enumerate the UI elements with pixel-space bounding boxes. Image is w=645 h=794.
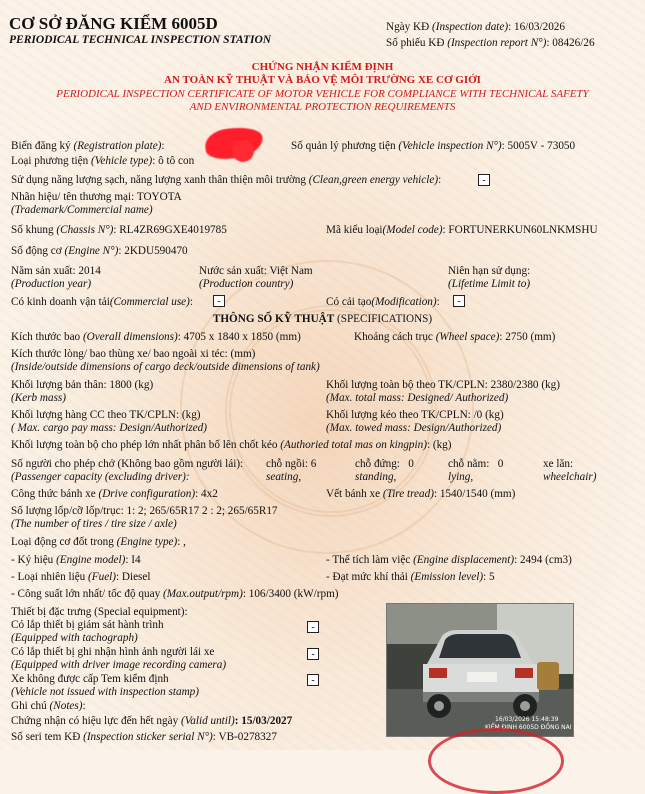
cargo-mass-en: ( Max. cargo pay mass: Design/Authorized) — [11, 422, 207, 434]
tachograph-checkbox: - — [307, 621, 319, 633]
no-inspection-stamp-checkbox: - — [307, 674, 319, 686]
title-en-line1: PERIODICAL INSPECTION CERTIFICATE OF MOTOR VEHICLE FOR COMPLIANCE WITH TECHNICAL SAFETY — [56, 88, 589, 100]
title-vn-line1: CHỨNG NHẬN KIỂM ĐỊNH — [251, 61, 394, 73]
standing: chỗ đứng: 0 — [355, 458, 414, 470]
lying-en: lying, — [448, 471, 474, 483]
emission-level: - Đạt mức khí thải (Emission level): 5 — [326, 571, 495, 583]
title-vn-line2: AN TOÀN KỸ THUẬT VÀ BẢO VỆ MÔI TRƯỜNG XE CƠ GIỚI — [164, 74, 481, 86]
model-code: Mã kiểu loại(Model code): FORTUNERKUN60LNKMSHU — [326, 224, 598, 236]
drive-configuration: Công thức bánh xe (Drive configuration): 4x2 — [11, 488, 218, 500]
standing-en: standing, — [355, 471, 397, 483]
towed-mass-en: (Max. towed mass: Design/Authorized) — [326, 422, 502, 434]
kerb-mass-en: (Kerb mass) — [11, 392, 67, 404]
chassis-no: Số khung (Chassis N°): RL4ZR69GXE4019785 — [11, 224, 227, 236]
specifications-heading: THÔNG SỐ KỸ THUẬT (SPECIFICATIONS) — [212, 313, 433, 325]
engine-displacement: - Thể tích làm việc (Engine displacement): 2494 (cm3) — [326, 554, 572, 566]
notes: Ghi chú (Notes): — [11, 700, 86, 712]
vehicle-type: Loại phương tiện (Vehicle type): ô tô con — [11, 155, 195, 167]
production-year-en: (Production year) — [11, 278, 92, 290]
towed-mass: Khối lượng kéo theo TK/CPLN: /0 (kg) — [326, 409, 504, 421]
no-inspection-stamp: Xe không được cấp Tem kiểm định — [11, 673, 169, 685]
passenger-capacity: Số người cho phép chở (Không bao gồm người lái): — [11, 458, 244, 470]
wheel-space: Khoảng cách trục (Wheel space): 2750 (mm) — [354, 331, 556, 343]
lying: chỗ nằm: 0 — [448, 458, 504, 470]
total-mass-en: (Max. total mass: Designed/ Authorized) — [326, 392, 509, 404]
driver-camera: Có lắp thiết bị ghi nhận hình ảnh người lái xe — [11, 646, 215, 658]
production-country-en: (Production country) — [199, 278, 294, 290]
driver-camera-en: (Equipped with driver image recording camera) — [11, 659, 227, 671]
lifetime-limit-en: (Lifetime Limit to) — [448, 278, 531, 290]
inspection-report-no: Số phiếu KĐ (Inspection report N°): 08426/26 — [386, 37, 595, 49]
photo-timestamp: 16/03/2026 15:48:39 — [495, 716, 559, 723]
redaction-mark-2 — [232, 140, 254, 162]
seating-en: seating, — [266, 471, 302, 483]
engine-no: Số động cơ (Engine N°): 2KDU590470 — [11, 245, 188, 257]
cargo-dimensions-en: (Inside/outside dimensions of cargo deck/outside dimensions of tank) — [11, 361, 320, 373]
commercial-use-checkbox: - — [213, 295, 225, 307]
tire-tread: Vết bánh xe (Tire tread): 1540/1540 (mm) — [326, 488, 516, 500]
trademark: Nhãn hiệu/ tên thương mại: TOYOTA — [11, 191, 182, 203]
no-inspection-stamp-en: (Vehicle not issued with inspection stamp) — [11, 686, 199, 698]
station-name: CƠ SỞ ĐĂNG KIỂM 6005D — [9, 14, 218, 33]
modification-checkbox: - — [453, 295, 465, 307]
inspection-date: Ngày KĐ (Inspection date): 16/03/2026 — [386, 21, 565, 33]
passenger-capacity-en: (Passenger capacity (excluding driver): — [11, 471, 190, 483]
special-equipment-heading: Thiết bị đặc trưng (Special equipment): — [11, 606, 188, 618]
kerb-mass: Khối lượng bản thân: 1800 (kg) — [11, 379, 154, 391]
lifetime-limit: Niên hạn sử dụng: — [448, 265, 531, 277]
modification: Có cải tạo(Modification): — [326, 296, 440, 308]
cargo-mass: Khối lượng hàng CC theo TK/CPLN: (kg) — [11, 409, 201, 421]
registration-plate: Biển đăng ký (Registration plate): — [11, 140, 165, 152]
title-en-line2: AND ENVIRONMENTAL PROTECTION REQUIREMENTS — [189, 101, 456, 113]
total-mass: Khối lượng toàn bộ theo TK/CPLN: 2380/2380 (kg) — [326, 379, 560, 391]
engine-type: Loại động cơ đốt trong (Engine type): , — [11, 536, 186, 548]
clean-energy-checkbox: - — [478, 174, 490, 186]
trademark-en: (Trademark/Commercial name) — [11, 204, 153, 216]
tires-en: (The number of tires / tire size / axle) — [11, 518, 177, 530]
tachograph-en: (Equipped with tachograph) — [11, 632, 138, 644]
commercial-use: Có kinh doanh vận tải(Commercial use): — [11, 296, 193, 308]
engine-model: - Ký hiệu (Engine model): I4 — [11, 554, 141, 566]
overall-dimensions: Kích thước bao (Overall dimensions): 4705 x 1840 x 1850 (mm) — [11, 331, 301, 343]
tachograph: Có lắp thiết bị giám sát hành trình — [11, 619, 164, 631]
vehicle-photo — [386, 603, 574, 737]
photo-caption: KIỂM ĐỊNH 6005D ĐỒNG NAI — [485, 724, 572, 731]
sticker-serial: Số seri tem KĐ (Inspection sticker serial N°): VB-0278327 — [11, 731, 277, 743]
station-name-en: PERIODICAL TECHNICAL INSPECTION STATION — [9, 34, 272, 46]
vehicle-inspection-no: Số quản lý phương tiện (Vehicle inspection N°): 5005V - 73050 — [291, 140, 576, 152]
production-country: Nước sản xuất: Việt Nam — [199, 265, 313, 277]
max-output: - Công suất lớn nhất/ tốc độ quay (Max.output/rpm): 106/3400 (kW/rpm) — [11, 588, 339, 600]
tires: Số lượng lốp/cỡ lốp/trục: 1: 2; 265/65R17 2 : 2; 265/65R17 — [11, 505, 278, 517]
driver-camera-checkbox: - — [307, 648, 319, 660]
production-year: Năm sản xuất: 2014 — [11, 265, 101, 277]
wheelchair: xe lăn: — [543, 458, 574, 470]
seating: chỗ ngồi: 6 — [266, 458, 317, 470]
cargo-dimensions: Kích thước lòng/ bao thùng xe/ bao ngoài xi téc: (mm) — [11, 348, 256, 360]
fuel: - Loại nhiên liệu (Fuel): Diesel — [11, 571, 151, 583]
wheelchair-en: wheelchair) — [543, 471, 597, 483]
official-stamp — [428, 728, 564, 794]
valid-until: Chứng nhận có hiệu lực đến hết ngày (Valid until): 15/03/2027 — [11, 715, 293, 727]
kingpin-mass: Khối lượng toàn bộ cho phép lớn nhất phân bố lên chốt kéo (Authoried total mas on kingpin): (kg) — [11, 439, 452, 451]
clean-energy: Sử dụng năng lượng sạch, năng lượng xanh thân thiện môi trường (Clean,green energy vehicle): — [11, 174, 442, 186]
